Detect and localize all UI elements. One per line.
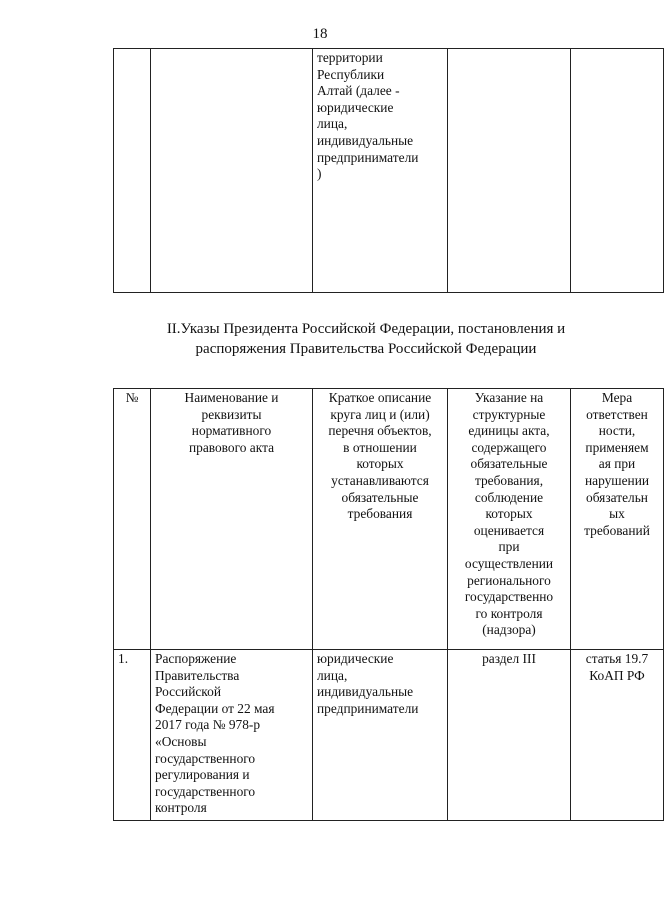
page-number: 18 bbox=[312, 26, 328, 42]
row-units: раздел III bbox=[448, 650, 571, 821]
row-act: Распоряжение Правительства Российской Федерации от 22 мая 2017 года № 978-р «Основы государственного регулирования и государственного контроля bbox=[151, 650, 313, 821]
table-row bbox=[114, 650, 664, 821]
header-persons: Краткое описание круга лиц и (или) перечня объектов, в отношении которых устанавливаются обязательные требования bbox=[313, 389, 448, 650]
section-title: II.Указы Президента Российской Федерации, постановления и распоряжения Правительства Российской Федерации bbox=[166, 321, 566, 357]
header-measure: Мера ответствен ности, применяем ая при нарушении обязательн ых требований bbox=[571, 389, 664, 650]
header-units: Указание на структурные единицы акта, содержащего обязательные требования, соблюдение которых оценивается при осуществлении регионального государственно го контроля (надзора) bbox=[448, 389, 571, 650]
row-persons: юридические лица, индивидуальные предприниматели bbox=[313, 650, 448, 821]
header-act: Наименование и реквизиты нормативного правового акта bbox=[151, 389, 313, 650]
cell-act bbox=[151, 49, 313, 293]
header-num: № bbox=[114, 389, 151, 650]
cell-units bbox=[448, 49, 571, 293]
continuation-table bbox=[113, 48, 664, 293]
table-header-row bbox=[114, 389, 664, 650]
requirements-table bbox=[113, 388, 664, 821]
cell-num bbox=[114, 49, 151, 293]
row-measure: статья 19.7 КоАП РФ bbox=[571, 650, 664, 821]
cell-measure bbox=[571, 49, 664, 293]
row-num: 1. bbox=[114, 650, 151, 821]
table-row bbox=[114, 49, 664, 293]
cell-persons: территории Республики Алтай (далее - юридические лица, индивидуальные предприниматели ) bbox=[313, 49, 448, 293]
